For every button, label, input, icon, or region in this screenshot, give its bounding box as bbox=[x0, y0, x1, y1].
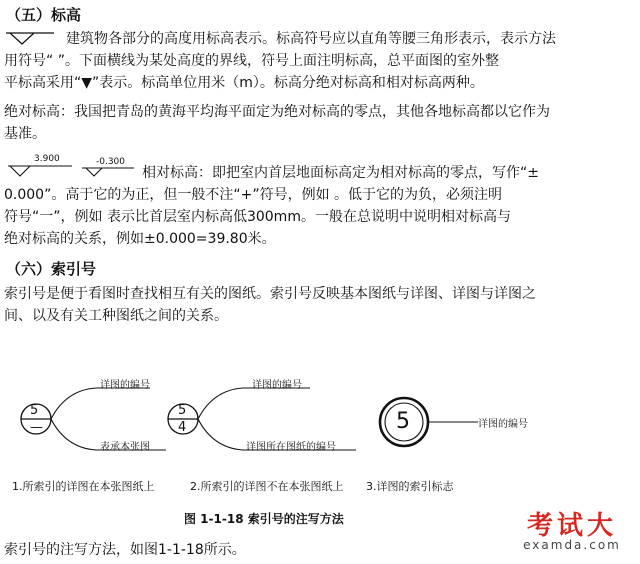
d2-bottom-number: 4 bbox=[178, 420, 187, 435]
d1-label-bottom: 表承本张图 bbox=[100, 442, 150, 453]
elevation-value-3900: 3.900 bbox=[34, 154, 60, 164]
d1-top-number: 5 bbox=[30, 403, 39, 418]
d1-label-top: 详图的编号 bbox=[100, 380, 150, 391]
relative-elevation-line4: 绝对标高的关系，例如±0.000=39.80米。 bbox=[4, 231, 276, 247]
d3-label: 详图的编号 bbox=[478, 419, 528, 430]
d2-caption: 2.所索引的详图不在本张图纸上 bbox=[190, 480, 344, 493]
d1-bottom-dash: — bbox=[30, 420, 43, 435]
relative-elevation-line2: 0.000”。高于它的为正，但一般不注“+”符号，例如 。低于它的为负，必须注明 bbox=[4, 187, 503, 203]
d2-label-bottom: 详图所在图纸的编号 bbox=[246, 442, 336, 453]
para1-line2: 用符号“ ”。下面横线为某处高度的界线，符号上面注明标高，总平面图的室外整 bbox=[4, 53, 499, 69]
relative-elevation-line3: 符号“一”，例如 表示比首层室内标高低300mm。一般在总说明中说明相对标高与 bbox=[4, 209, 511, 225]
d2-top-number: 5 bbox=[178, 403, 187, 418]
para1-line3: 平标高采用“▼”表示。标高单位用米（m）。标高分绝对标高和相对标高两种。 bbox=[4, 75, 484, 91]
elevation-symbol-neg0300 bbox=[82, 168, 134, 176]
d3-caption: 3.详图的索引标志 bbox=[366, 480, 454, 493]
footer-line: 索引号的注写方法，如图1-1-18所示。 bbox=[4, 542, 246, 558]
watermark-logo bbox=[512, 505, 632, 557]
d1-caption: 1.所索引的详图在本张图纸上 bbox=[12, 480, 155, 493]
section6-line1: 索引号是便于看图时查找相互有关的图纸。索引号反映基本图纸与详图、详图与详图之 bbox=[4, 286, 536, 302]
d3-number: 5 bbox=[396, 409, 410, 434]
figure-caption: 图 1-1-18 索引号的注写方法 bbox=[184, 512, 344, 526]
relative-elevation-line1: 相对标高：即把室内首层地面标高定为相对标高的零点，写作“± bbox=[142, 165, 539, 181]
absolute-elevation-line1: 绝对标高：我国把青岛的黄海平均海平面定为绝对标高的零点，其他各地标高都以它作为 bbox=[4, 104, 550, 120]
elevation-symbol-3900 bbox=[8, 166, 72, 176]
watermark-cn: 考试大 bbox=[526, 511, 617, 541]
absolute-elevation-line2: 基准。 bbox=[4, 126, 46, 142]
watermark-en: examda.com bbox=[523, 538, 621, 552]
section6-line2: 间、以及有关工种图纸之间的关系。 bbox=[4, 308, 228, 324]
index-diagram-3 bbox=[380, 398, 478, 446]
section-6-heading: （六）索引号 bbox=[6, 260, 97, 278]
elevation-value-neg0300: -0.300 bbox=[96, 157, 126, 167]
para1-line1: 建筑物各部分的高度用标高表示。标高符号应以直角等腰三角形表示，表示方法 bbox=[66, 31, 556, 47]
elevation-symbol-icon bbox=[6, 33, 54, 44]
d2-label-top: 详图的编号 bbox=[252, 380, 302, 391]
section-5-heading: （五）标高 bbox=[6, 6, 82, 24]
